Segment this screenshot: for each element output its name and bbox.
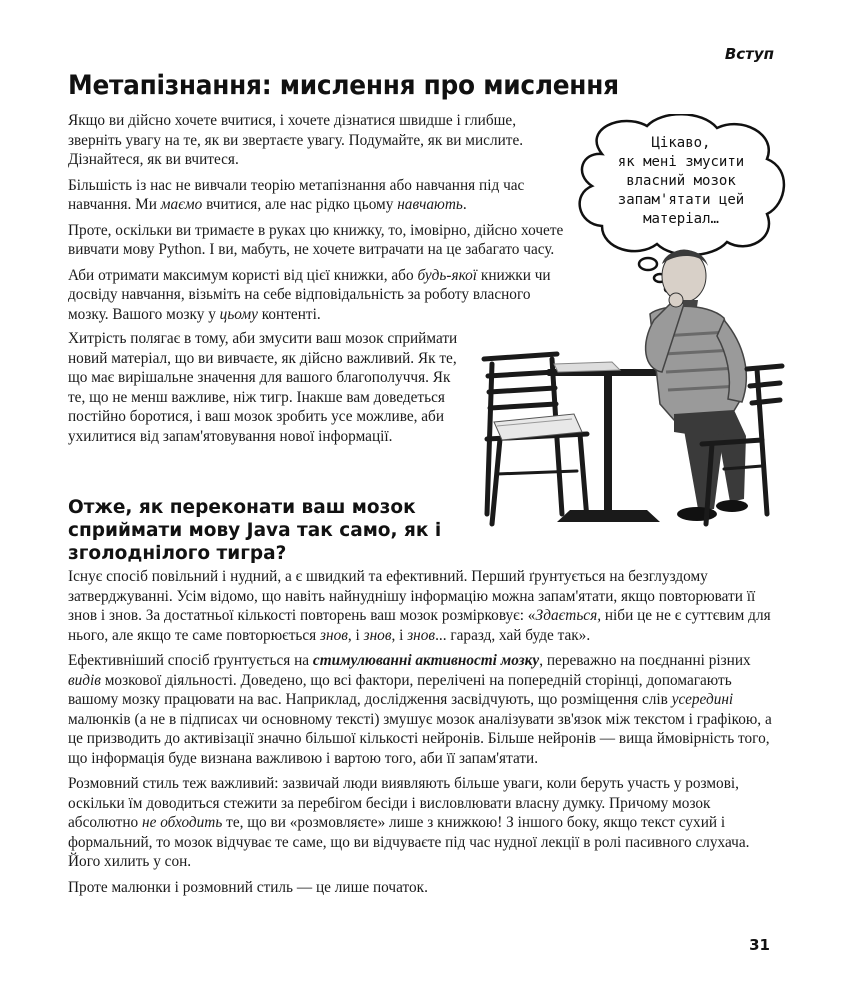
paragraph-5: Хитрість полягає в тому, аби змусити ваш мозок сприймати новий матеріал, що ви вивчаєте, як дійсно важливий. Як те, що має вирішальне значення для вашого благополуччя. Як те, що не менш важливе, ніж тигр. Інакше вам доведеться постійно боротися, і ваш мозок зробить усе можливе, аби ухилитися від запам'ятовування нової інформації. bbox=[68, 330, 458, 445]
thought-line: власний мозок bbox=[626, 173, 736, 189]
page-title: Метапізнання: мислення про мислення bbox=[68, 70, 619, 101]
page-number: 31 bbox=[749, 936, 770, 954]
paragraph-7: Ефективніший спосіб ґрунтується на стимулюванні активності мозку, переважно на поєднанні різних видів мозкової діяльності. Доведено, що всі фактори, перелічені на попередній сторінці, допомагають вашому мозку працювати на вас. Наприклад, дослідження засвідчують, що розміщення слів усередині малюнків (а не в підписах чи основному тексті) змушує мозок аналізувати зв'язок між текстом і графікою, а це призводить до активізації значно більшої кількості нейронів. Більше нейронів — вища ймовірність того, що інформація буде визнана важливою і вартою того, аби її запам'ятати. bbox=[68, 652, 772, 767]
thought-line: Цікаво, bbox=[651, 135, 711, 151]
thought-line: запам'ятати цей bbox=[617, 192, 745, 208]
narrow-text-block bbox=[68, 329, 463, 452]
paragraph-9: Проте малюнки і розмовний стиль — це лише початок. bbox=[68, 878, 428, 896]
paragraph-2: Більшість із нас не вивчали теорію метапізнання або навчання під час навчання. Ми маємо вчитися, але нас рідко цьому навчають. bbox=[68, 176, 525, 213]
paragraph-3: Проте, оскільки ви тримаєте в руках цю книжку, то, імовірно, дійсно хочете вивчати мову Python. І ви, мабуть, не хочете витрачати на це забагато часу. bbox=[68, 221, 564, 258]
paragraph-6: Існує спосіб повільний і нудний, а є швидкий та ефективний. Перший ґрунтується на безглуздому затверджуванні. Усім відомо, що навіть найнуднішу інформацію можна запам'ятати, якщо повторювати її знов і знов. За достатньої кількості повторень ваш мозок розмірковує: «Здається, ніби це не є суттєвим для нього, але якщо те саме повторюється знов, і знов, і знов... гаразд, хай буде так». bbox=[68, 568, 771, 644]
paper-on-table-icon bbox=[554, 362, 620, 372]
chair-left-icon bbox=[484, 354, 587, 524]
cafe-table-icon bbox=[547, 369, 672, 522]
thought-line: матеріал… bbox=[643, 211, 719, 227]
paragraph-4: Аби отримати максимум користі від цієї книжки, або будь-якої книжки чи досвіду навчання, візьміть на себе відповідальність за роботу власного мозку. Вашого мозку у цьому контенті. bbox=[68, 266, 551, 323]
paragraph-1: Якщо ви дійсно хочете вчитися, і хочете дізнатися швидше і глибше, зверніть увагу на те, як ви звертаєте увагу. Подумайте, як ви мислите. Дізнайтеся, як ви вчитеся. bbox=[68, 112, 524, 168]
thought-bubble-text bbox=[586, 134, 776, 229]
paragraph-8: Розмовний стиль теж важливий: зазвичай люди виявляють більше уваги, коли беруть участь у розмові, оскільки їм доводиться стежити за перебігом бесіди і висловлювати власну думку. Причому мозок абсолютно не обходить те, що ви «розмовляєте» лише з книжкою! З іншого боку, якщо текст сухий і формальний, то мозок відчуває те саме, що ви відчуваєте під час нудної лекції в ролі пасивного слухача. Його хилить у сон. bbox=[68, 775, 750, 870]
man-icon bbox=[646, 250, 748, 521]
section-subheading: Отже, як переконати ваш мозок сприймати мову Java так само, як і зголоднілого тигра? bbox=[68, 497, 442, 564]
main-text-block bbox=[68, 567, 780, 903]
thought-line: як мені змусити bbox=[617, 154, 745, 170]
running-header: Вступ bbox=[724, 45, 774, 63]
